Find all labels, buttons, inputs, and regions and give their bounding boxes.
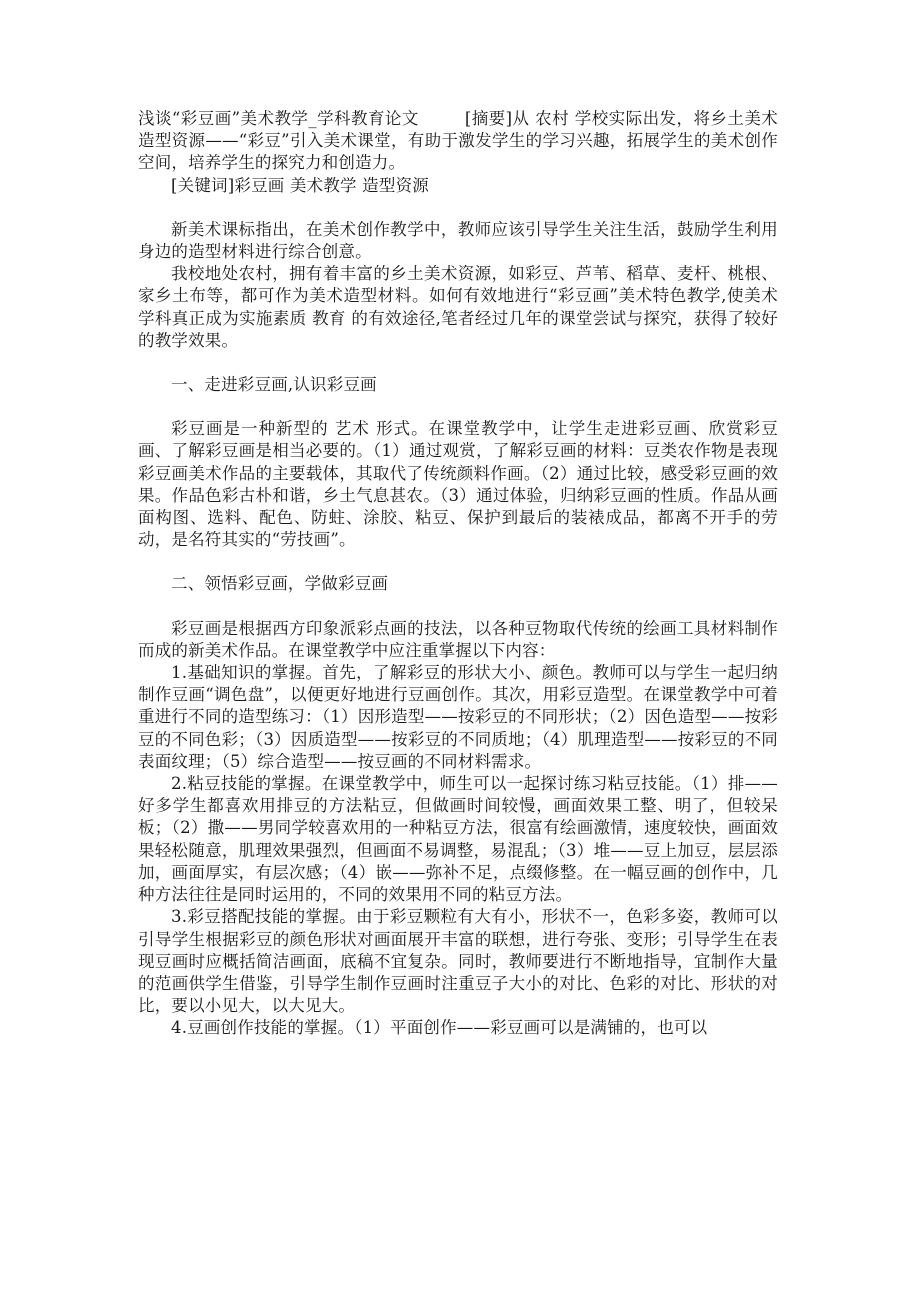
abstract: [摘要]从 农村 学校实际出发，将乡土美术造型资源——“彩豆”引入美术课堂，有助于激发学生的学习兴趣，拓展学生的美术创作空间，培养学生的探究力和创造力。 bbox=[138, 109, 778, 173]
keywords: [关键词]彩豆画 美术教学 造型资源 bbox=[171, 175, 429, 195]
spacer bbox=[138, 197, 778, 219]
paragraph-school-resources: 我校地处农村，拥有着丰富的乡土美术资源，如彩豆、芦苇、稻草、麦杆、桃根、家乡土布等，都可作为美术造型材料。如何有效地进行“彩豆画”美术特色教学,使美术学科真正成为实施素质 教育 的有效途径,笔者经过几年的课堂尝试与探究，获得了较好的教学效果。 bbox=[138, 264, 778, 350]
paragraph-creation-skills: 4.豆画创作技能的掌握。（1）平面创作——彩豆画可以是满铺的，也可以 bbox=[171, 1018, 708, 1038]
title-abstract-block bbox=[138, 108, 778, 175]
document-title: 浅谈“彩豆画”美术教学_学科教育论文 bbox=[138, 109, 419, 128]
paragraph-understanding: 彩豆画是一种新型的 艺术 形式。在课堂教学中，让学生走进彩豆画、欣赏彩豆画、了解彩豆画是相当必要的。（1）通过观赏，了解彩豆画的材料：豆类农作物是表现彩豆画美术作品的主要载体，其取代了传统颜料作画。（2）通过比较，感受彩豆画的效果。作品色彩古朴和谐，乡土气息甚农。（3）通过体验，归纳彩豆画的性质。作品从画面构图、选料、配色、防蛀、涂胶、粘豆、保护到最后的装裱成品，都离不开手的劳动，是名符其实的“劳技画”。 bbox=[138, 419, 778, 550]
paragraph-matching-skills: 3.彩豆搭配技能的掌握。由于彩豆颗粒有大有小，形状不一，色彩多姿，教师可以引导学生根据彩豆的颜色形状对画面展开丰富的联想，进行夸张、变形；引导学生在表现豆画时应概括简洁画面，底稿不宜复杂。同时，教师要进行不断地指导，宜制作大量的范画供学生借鉴，引导学生制作豆画时注重豆子大小的对比、色彩的对比、形状的对比，要以小见大，以大见大。 bbox=[138, 907, 778, 1016]
paragraph-gluing-skills: 2.粘豆技能的掌握。在课堂教学中，师生可以一起探讨练习粘豆技能。（1）排——好多学生都喜欢用排豆的方法粘豆，但做画时间较慢，画面效果工整、明了，但较呆板；（2）撒——男同学较喜欢用的一种粘豆方法，很富有绘画激情，速度较快，画面效果轻松随意，肌理效果强烈，但画面不易调整，易混乱；（3）堆——豆上加豆，层层添加，画面厚实，有层次感；（4）嵌——弥补不足，点缀修整。在一幅豆画的创作中，几种方法往往是同时运用的，不同的效果用不同的粘豆方法。 bbox=[138, 774, 778, 905]
spacer bbox=[138, 596, 778, 618]
spacer bbox=[138, 352, 778, 374]
paragraph-technique-intro: 彩豆画是根据西方印象派彩点画的技法，以各种豆物取代传统的绘画工具材料制作而成的新美术作品。在课堂教学中应注重掌握以下内容： bbox=[138, 618, 778, 660]
paragraph-curriculum: 新美术课标指出，在美术创作教学中，教师应该引导学生关注生活，鼓励学生利用身边的造型材料进行综合创意。 bbox=[138, 219, 778, 262]
document-body bbox=[138, 108, 778, 1040]
spacer bbox=[138, 551, 778, 573]
spacer bbox=[138, 396, 778, 418]
section-heading-1: 一、走进彩豆画,认识彩豆画 bbox=[171, 375, 377, 395]
section-heading-2: 二、领悟彩豆画，学做彩豆画 bbox=[171, 574, 389, 594]
paragraph-basic-knowledge: 1.基础知识的掌握。首先，了解彩豆的形状大小、颜色。教师可以与学生一起归纳制作豆画“调色盘”，以便更好地进行豆画创作。其次，用彩豆造型。在课堂教学中可着重进行不同的造型练习：（1）因形造型——按彩豆的不同形状；（2）因色造型——按彩豆的不同色彩；（3）因质造型——按彩豆的不同质地；（4）肌理造型——按彩豆的不同表面纹理；（5）综合造型——按豆画的不同材料需求。 bbox=[138, 663, 778, 771]
